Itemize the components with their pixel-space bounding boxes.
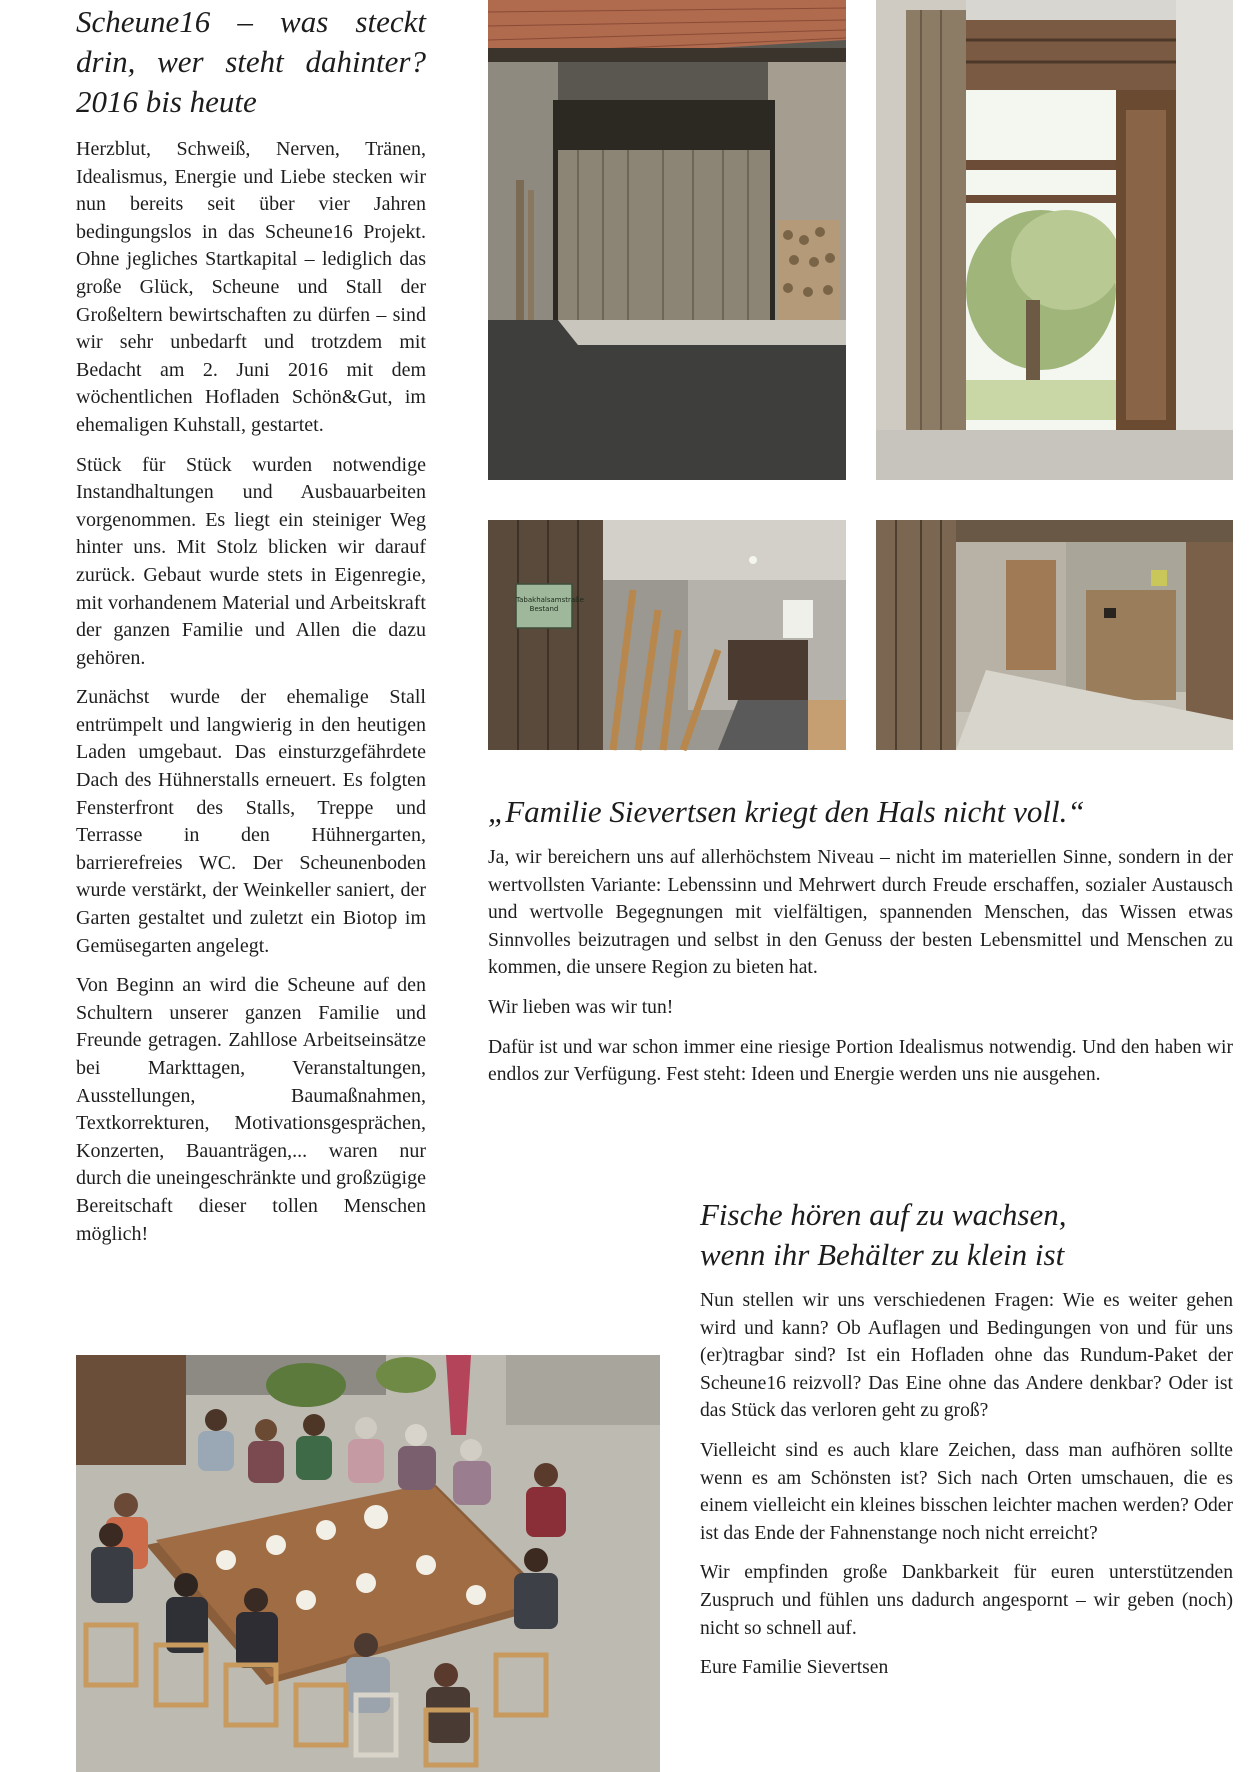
stall-sign-line-2: Bestand xyxy=(529,605,559,613)
right-paragraph-1: Nun stellen wir uns verschiedenen Fragen: Wie es weiter gehen wird und kann? Ob Auflagen und Bedingungen von und für uns (er)tragbar sind? Ist ein Hofladen ohne das Rundum-Paket der Scheune16 reizvoll? Das Eine ohne das Andere denkbar? Oder ist das Stück das verloren geht zu groß? xyxy=(700,1290,1233,1422)
photo-open-door-tree xyxy=(876,0,1233,480)
signature: Eure Familie Sievertsen xyxy=(700,1657,889,1679)
left-column xyxy=(76,2,426,1260)
middle-section xyxy=(488,792,1233,1101)
right-paragraph-3: Wir empfinden große Dankbarkeit für euren unterstützenden Zuspruch und fühlen uns dadurch angespornt – wir geben (noch) nicht so schnell auf. xyxy=(700,1562,1233,1639)
right-heading-line-1: Fische hören auf zu wachsen, xyxy=(700,1197,1067,1232)
left-paragraph-2: Stück für Stück wurden notwendige Instandhaltungen und Ausbauarbeiten vorgenommen. Es liegt ein steiniger Weg hinter uns. Mit Stolz blicken wir darauf zurück. Gebaut wurde stets in Eigenregie, mit vorhandenem Material und Arbeitskraft der ganzen Familie und Allen die dazu gehören. xyxy=(76,453,426,669)
stall-sign-line-1: Tabakhalsamstraße xyxy=(516,596,584,604)
left-heading: Scheune16 – was steckt drin, wer steht dahinter? 2016 bis heute xyxy=(76,4,426,119)
middle-paragraph-3: Dafür ist und war schon immer eine riesige Portion Idealismus notwendig. Und den haben wir endlos zur Verfügung. Fest steht: Ideen und Energie werden uns nie ausgehen. xyxy=(488,1036,1233,1086)
stall-sign xyxy=(516,584,584,628)
right-paragraph-2: Vielleicht sind es auch klare Zeichen, dass man aufhören sollte wenn es am Schönsten ist? Sich nach Orten umschauen, die es einem vielleicht ein kleines bisschen leichter machen werden? Oder ist das Ende der Fahnenstange noch nicht erreicht? xyxy=(700,1439,1233,1544)
photo-hallway-door xyxy=(876,520,1233,750)
right-heading-line-2: wenn ihr Behälter zu klein ist xyxy=(700,1237,1065,1272)
photo-stall-interior xyxy=(488,520,846,750)
photo-barn-gate xyxy=(488,0,846,480)
middle-heading: „Familie Sievertsen kriegt den Hals nicht voll.“ xyxy=(488,794,1085,829)
right-heading xyxy=(700,1195,1233,1275)
middle-paragraph-2: Wir lieben was wir tun! xyxy=(488,996,674,1018)
left-body xyxy=(76,136,426,1248)
photo-family-table xyxy=(76,1355,660,1772)
middle-paragraph-1: Ja, wir bereichern uns auf allerhöchstem Niveau – nicht im materiellen Sinne, sondern in der wertvollsten Variante: Lebenssinn und Mehrwert durch Freude erschaffen, sozialer Austausch und wertvolle Begegnungen mit vielfältigen, spannenden Menschen, das Wissen etwas Sinnvolles beizutragen und selbst in den Genuss der besten Lebensmittel und Menschen zu kommen, die unsere Region zu bieten hat. xyxy=(488,847,1233,979)
middle-body xyxy=(488,844,1233,1089)
right-section xyxy=(700,1195,1233,1694)
left-paragraph-3: Zunächst wurde der ehemalige Stall entrümpelt und langwierig in den heutigen Laden umgebaut. Das einsturzgefährdete Dach des Hühnerstalls erneuert. Es folgten Fensterfront des Stalls, Treppe und Terrasse in den Hühnergarten, barrierefreies WC. Der Scheunenboden wurde verstärkt, der Weinkeller saniert, der Garten gestaltet und zuletzt ein Biotop im Gemüsegarten angelegt. xyxy=(76,686,426,957)
left-paragraph-4: Von Beginn an wird die Scheune auf den Schultern unserer ganzen Familie und Freunde getragen. Zahllose Arbeitseinsätze bei Markttagen, Veranstaltungen, Ausstellungen, Baumaßnahmen, Textkorrekturen, Motivationsgesprächen, Konzerten, Bauanträgen,... waren nur durch die uneingeschränkte und großzügige Bereitschaft dieser tollen Menschen möglich! xyxy=(76,974,426,1245)
right-body xyxy=(700,1287,1233,1682)
left-paragraph-1: Herzblut, Schweiß, Nerven, Tränen, Idealismus, Energie und Liebe stecken wir nun bereits seit über vier Jahren bedingungslos in das Scheune16 Projekt. Ohne jegliches Startkapital – lediglich das große Glück, Scheune und Stall der Großeltern bewirtschaften zu dürfen – sind wir sehr unbedarft und trotzdem mit Bedacht am 2. Juni 2016 mit dem wöchentlichen Hofladen Schön&Gut, im ehemaligen Kuhstall, gestartet. xyxy=(76,138,426,436)
